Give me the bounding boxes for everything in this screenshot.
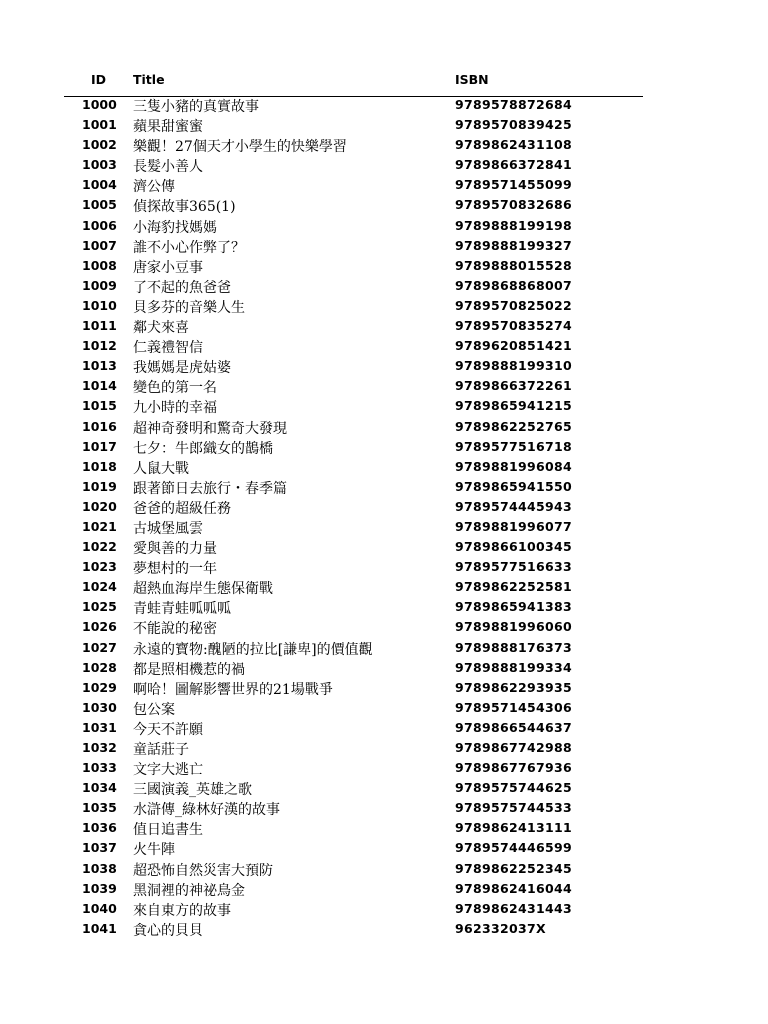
table-row[interactable] <box>0 256 768 276</box>
cell-id[interactable]: 1006 <box>82 217 117 233</box>
cell-title[interactable]: 爸爸的超級任務 <box>133 500 231 517</box>
table-row[interactable] <box>0 175 768 195</box>
cell-title[interactable]: 仁義禮智信 <box>133 340 203 357</box>
cell-id[interactable]: 1034 <box>82 780 117 796</box>
cell-id[interactable]: 1038 <box>82 860 117 876</box>
cell-isbn[interactable]: 9789578872684 <box>455 97 572 112</box>
cell-isbn[interactable]: 9789575744625 <box>455 780 572 796</box>
cell-isbn[interactable]: 9789888015528 <box>455 257 572 273</box>
cell-id[interactable]: 1031 <box>82 719 117 735</box>
table-row[interactable] <box>0 236 768 256</box>
cell-id[interactable]: 1036 <box>82 820 117 836</box>
cell-isbn[interactable]: 9789862431443 <box>455 900 572 916</box>
table-row[interactable] <box>0 276 768 296</box>
cell-isbn[interactable]: 9789574445943 <box>455 498 572 514</box>
cell-isbn[interactable]: 9789865941383 <box>455 599 572 615</box>
cell-isbn[interactable]: 9789620851421 <box>455 338 572 354</box>
cell-id[interactable]: 1017 <box>82 438 117 454</box>
cell-title[interactable]: 長髮小善人 <box>133 159 203 176</box>
table-row[interactable] <box>0 758 768 778</box>
cell-isbn[interactable]: 9789888199198 <box>455 217 572 233</box>
table-row[interactable] <box>0 617 768 637</box>
cell-isbn[interactable]: 9789888199310 <box>455 358 572 374</box>
table-row[interactable] <box>0 376 768 396</box>
cell-id[interactable]: 1013 <box>82 358 117 374</box>
cell-id[interactable]: 1014 <box>82 378 117 394</box>
cell-isbn[interactable]: 9789574446599 <box>455 840 572 856</box>
table-row[interactable] <box>0 838 768 858</box>
cell-title[interactable]: 超神奇發明和驚奇大發現 <box>133 420 287 437</box>
cell-title[interactable]: 童話莊子 <box>133 742 189 758</box>
table-row[interactable] <box>0 557 768 577</box>
cell-isbn[interactable]: 9789868868007 <box>455 277 572 293</box>
cell-title[interactable]: 愛與善的力量 <box>133 541 217 558</box>
cell-id[interactable]: 1021 <box>82 518 117 534</box>
table-row[interactable] <box>0 798 768 818</box>
column-header-id[interactable]: ID <box>91 72 107 87</box>
table-row[interactable] <box>0 356 768 376</box>
table-header <box>0 70 768 90</box>
cell-title[interactable]: 黑洞裡的神祕鳥金 <box>133 882 245 899</box>
table-body <box>0 95 768 939</box>
table-row[interactable] <box>0 477 768 497</box>
cell-id[interactable]: 1016 <box>82 418 117 434</box>
cell-isbn[interactable]: 9789862416044 <box>455 880 572 896</box>
table-row[interactable] <box>0 859 768 879</box>
table-row[interactable] <box>0 95 768 115</box>
cell-isbn[interactable]: 9789571454306 <box>455 699 572 715</box>
cell-isbn[interactable]: 9789888199327 <box>455 237 572 253</box>
cell-id[interactable]: 1037 <box>82 840 117 856</box>
table-row[interactable] <box>0 135 768 155</box>
cell-isbn[interactable]: 9789862252581 <box>455 579 572 595</box>
table-row[interactable] <box>0 417 768 437</box>
cell-title[interactable]: 超熱血海岸生態保衛戰 <box>133 581 273 598</box>
cell-id[interactable]: 1003 <box>82 157 117 173</box>
cell-isbn[interactable]: 9789866372261 <box>455 378 572 394</box>
cell-title[interactable]: 夢想村的一年 <box>133 561 217 578</box>
cell-title[interactable]: 文字大逃亡 <box>133 762 203 779</box>
table-row[interactable] <box>0 919 768 939</box>
cell-isbn[interactable]: 9789881996077 <box>455 518 572 534</box>
cell-id[interactable]: 1030 <box>82 699 117 715</box>
cell-id[interactable]: 1000 <box>82 97 117 112</box>
table-row[interactable] <box>0 658 768 678</box>
cell-id[interactable]: 1022 <box>82 539 117 555</box>
cell-isbn[interactable]: 9789571455099 <box>455 177 572 193</box>
cell-isbn[interactable]: 9789888176373 <box>455 639 572 655</box>
cell-isbn[interactable]: 9789865941215 <box>455 398 572 414</box>
table-row[interactable] <box>0 577 768 597</box>
table-row[interactable] <box>0 818 768 838</box>
cell-title[interactable]: 濟公傳 <box>133 179 175 196</box>
cell-isbn[interactable]: 9789867767936 <box>455 760 572 776</box>
table-row[interactable] <box>0 216 768 236</box>
cell-isbn[interactable]: 9789881996084 <box>455 458 572 474</box>
cell-title[interactable]: 唐家小豆事 <box>133 259 203 276</box>
cell-title[interactable]: 蘋果甜蜜蜜 <box>133 119 203 136</box>
cell-id[interactable]: 1040 <box>82 900 117 916</box>
cell-title[interactable]: 火牛陣 <box>133 842 175 859</box>
table-row[interactable] <box>0 195 768 215</box>
cell-isbn[interactable]: 9789575744533 <box>455 800 572 816</box>
cell-id[interactable]: 1029 <box>82 679 117 695</box>
column-header-isbn[interactable]: ISBN <box>455 72 489 87</box>
cell-id[interactable]: 1041 <box>82 920 117 936</box>
cell-title[interactable]: 樂觀！27個天才小學生的快樂學習 <box>133 139 347 156</box>
cell-isbn[interactable]: 9789570835274 <box>455 318 572 334</box>
cell-isbn[interactable]: 9789570839425 <box>455 117 572 133</box>
cell-isbn[interactable]: 9789577516718 <box>455 438 572 454</box>
cell-id[interactable]: 1019 <box>82 478 117 494</box>
cell-id[interactable]: 1005 <box>82 197 117 213</box>
cell-id[interactable]: 1024 <box>82 579 117 595</box>
cell-title[interactable]: 鄰犬來喜 <box>133 320 189 337</box>
cell-title[interactable]: 跟著節日去旅行・春季篇 <box>133 480 287 497</box>
table-row[interactable] <box>0 638 768 658</box>
cell-title[interactable]: 七夕：牛郎織女的鵲橋 <box>133 440 273 457</box>
table-row[interactable] <box>0 457 768 477</box>
cell-title[interactable]: 誰不小心作弊了？ <box>133 239 245 256</box>
cell-title[interactable]: 九小時的幸福 <box>133 400 217 417</box>
cell-title[interactable]: 永遠的寶物:醜陋的拉比[謙卑]的價值觀 <box>133 641 373 658</box>
cell-id[interactable]: 1033 <box>82 760 117 776</box>
table-row[interactable] <box>0 778 768 798</box>
cell-title[interactable]: 古城堡風雲 <box>133 520 203 537</box>
table-row[interactable] <box>0 597 768 617</box>
table-row[interactable] <box>0 537 768 557</box>
cell-id[interactable]: 1012 <box>82 338 117 354</box>
cell-title[interactable]: 偵探故事365(1) <box>133 199 236 216</box>
cell-title[interactable]: 青蛙青蛙呱呱呱 <box>133 601 231 618</box>
column-header-title[interactable]: Title <box>133 72 165 87</box>
cell-title[interactable]: 啊哈！圖解影響世界的21場戰爭 <box>133 681 333 698</box>
cell-id[interactable]: 1002 <box>82 137 117 153</box>
table-row[interactable] <box>0 497 768 517</box>
table-row[interactable] <box>0 316 768 336</box>
cell-isbn[interactable]: 9789570825022 <box>455 297 572 313</box>
cell-title[interactable]: 貝多芬的音樂人生 <box>133 299 245 316</box>
cell-title[interactable]: 不能說的秘密 <box>133 621 217 638</box>
cell-isbn[interactable]: 9789862252345 <box>455 860 572 876</box>
cell-title[interactable]: 了不起的魚爸爸 <box>133 279 231 296</box>
cell-isbn[interactable]: 9789866100345 <box>455 539 572 555</box>
cell-title[interactable]: 水滸傳_綠林好漢的故事 <box>133 802 280 819</box>
table-row[interactable] <box>0 155 768 175</box>
cell-title[interactable]: 超恐怖自然災害大預防 <box>133 862 273 879</box>
table-row[interactable] <box>0 678 768 698</box>
cell-isbn[interactable]: 9789570832686 <box>455 197 572 213</box>
cell-id[interactable]: 1001 <box>82 117 117 133</box>
table-row[interactable] <box>0 738 768 758</box>
cell-title[interactable]: 值日追書生 <box>133 822 203 839</box>
cell-id[interactable]: 1032 <box>82 740 117 755</box>
cell-title[interactable]: 包公案 <box>133 701 175 718</box>
cell-id[interactable]: 1027 <box>82 639 117 655</box>
table-row[interactable] <box>0 396 768 416</box>
table-row[interactable] <box>0 879 768 899</box>
cell-title[interactable]: 貪心的貝貝 <box>133 922 203 939</box>
cell-title[interactable]: 來自東方的故事 <box>133 902 231 919</box>
cell-title[interactable]: 今天不許願 <box>133 721 203 738</box>
table-row[interactable] <box>0 115 768 135</box>
cell-id[interactable]: 1020 <box>82 498 117 514</box>
table-row[interactable] <box>0 336 768 356</box>
cell-id[interactable]: 1009 <box>82 277 117 293</box>
cell-id[interactable]: 1018 <box>82 458 117 474</box>
cell-isbn[interactable]: 9789867742988 <box>455 740 572 755</box>
cell-id[interactable]: 1023 <box>82 559 117 575</box>
cell-id[interactable]: 1011 <box>82 318 117 334</box>
cell-isbn[interactable]: 962332037X <box>455 920 546 936</box>
cell-id[interactable]: 1039 <box>82 880 117 896</box>
cell-title[interactable]: 人鼠大戰 <box>133 460 189 477</box>
cell-id[interactable]: 1008 <box>82 257 117 273</box>
cell-isbn[interactable]: 9789577516633 <box>455 559 572 575</box>
cell-id[interactable]: 1015 <box>82 398 117 414</box>
cell-isbn[interactable]: 9789866544637 <box>455 719 572 735</box>
cell-title[interactable]: 三隻小豬的真實故事 <box>133 99 259 115</box>
cell-isbn[interactable]: 9789865941550 <box>455 478 572 494</box>
cell-isbn[interactable]: 9789888199334 <box>455 659 572 675</box>
table-row[interactable] <box>0 296 768 316</box>
cell-id[interactable]: 1035 <box>82 800 117 816</box>
cell-isbn[interactable]: 9789862431108 <box>455 137 572 153</box>
cell-title[interactable]: 變色的第一名 <box>133 380 217 397</box>
table-row[interactable] <box>0 437 768 457</box>
cell-id[interactable]: 1028 <box>82 659 117 675</box>
cell-id[interactable]: 1025 <box>82 599 117 615</box>
cell-title[interactable]: 都是照相機惹的禍 <box>133 661 245 678</box>
cell-title[interactable]: 我媽媽是虎姑婆 <box>133 360 231 377</box>
cell-id[interactable]: 1026 <box>82 619 117 635</box>
cell-title[interactable]: 三國演義_英雄之歌 <box>133 782 252 799</box>
cell-isbn[interactable]: 9789862293935 <box>455 679 572 695</box>
cell-isbn[interactable]: 9789881996060 <box>455 619 572 635</box>
table-row[interactable] <box>0 698 768 718</box>
cell-isbn[interactable]: 9789862252765 <box>455 418 572 434</box>
cell-title[interactable]: 小海豹找媽媽 <box>133 219 217 236</box>
table-row[interactable] <box>0 899 768 919</box>
table-row[interactable] <box>0 718 768 738</box>
table-row[interactable] <box>0 517 768 537</box>
cell-isbn[interactable]: 9789866372841 <box>455 157 572 173</box>
cell-isbn[interactable]: 9789862413111 <box>455 820 572 836</box>
cell-id[interactable]: 1007 <box>82 237 117 253</box>
cell-id[interactable]: 1010 <box>82 297 117 313</box>
cell-id[interactable]: 1004 <box>82 177 117 193</box>
